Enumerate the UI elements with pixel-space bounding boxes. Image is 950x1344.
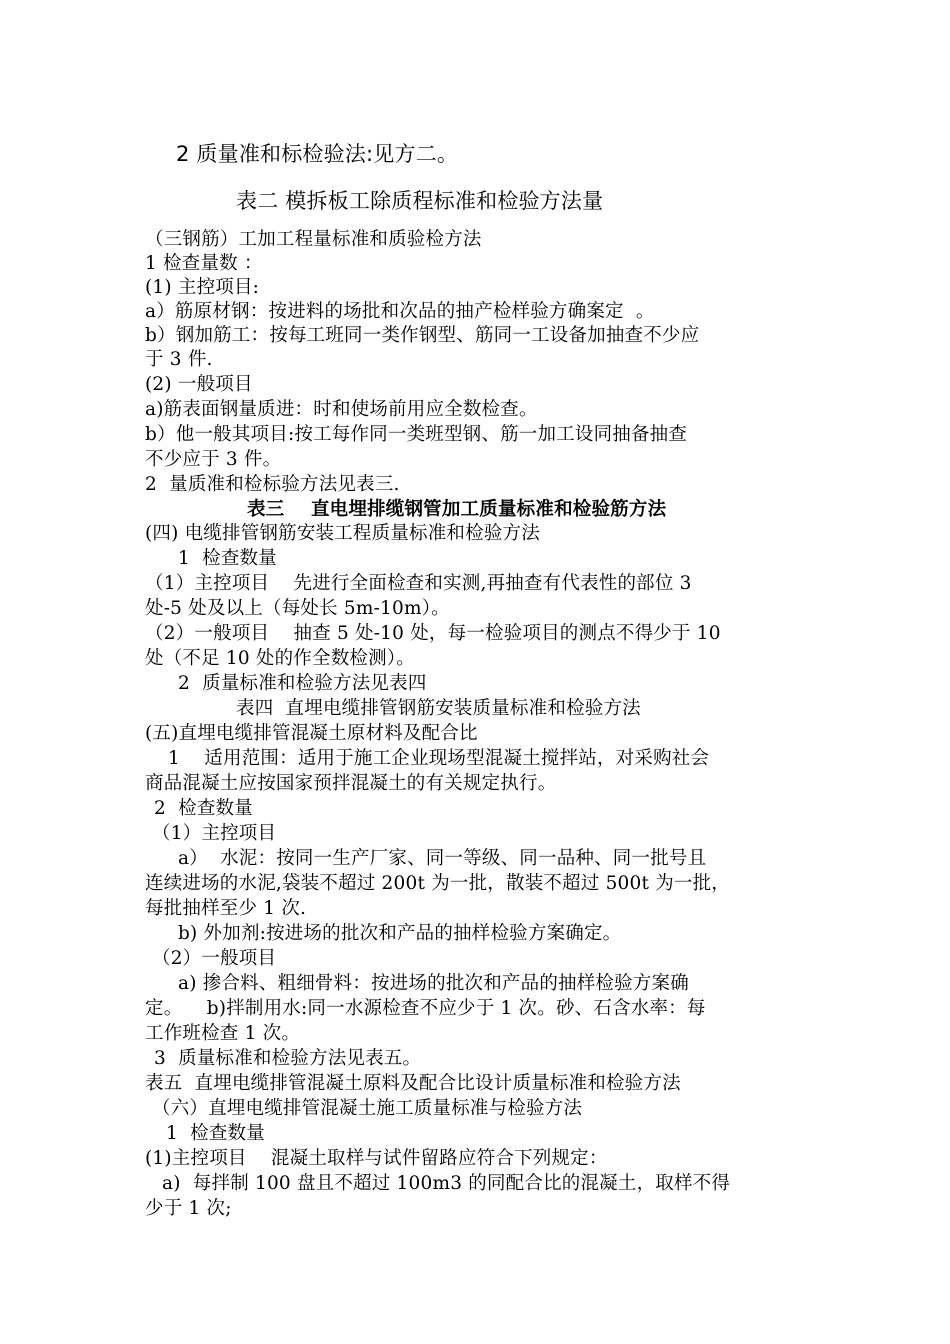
table-caption: 表三 直电埋排缆钢管加工质量标准和检验筋方法 <box>247 499 667 520</box>
paragraph-line: a）筋原材钢：按进料的场批和次品的抽产检样验方确案定 。 <box>145 301 655 322</box>
paragraph-line: 不少应于 3 件。 <box>145 449 282 470</box>
paragraph-line: (1) 主控项目: <box>145 277 260 298</box>
paragraph-line: 处-5 处及以上（每处长 5m-10m）。 <box>145 598 450 619</box>
paragraph-line: 2 量质准和检标验方法见表三. <box>145 474 400 495</box>
paragraph-line: （2）一般项目 抽查 5 处-10 处，每一检验项目的测点不得少于 10 <box>145 623 721 644</box>
paragraph-line: a) 每拌制 100 盘且不超过 100m3 的同配合比的混凝土，取样不得 <box>162 1173 731 1194</box>
paragraph-line: (2) 一般项目 <box>145 374 253 395</box>
paragraph-line: 1 检查量数 ： <box>145 253 263 274</box>
paragraph-line: b) 外加剂:按进场的批次和产品的抽样检验方案确定。 <box>178 923 622 944</box>
paragraph-line: 连续进场的水泥,袋装不超过 200t 为一批，散装不超过 500t 为一批， <box>145 873 730 894</box>
paragraph-line: b）钢加筋工：按每工班同一类作钢型、筋同一工设备加抽查不少应 <box>145 325 700 346</box>
paragraph-line: 1 检查数量 <box>166 1123 265 1144</box>
paragraph-line: 少于 1 次; <box>145 1198 232 1219</box>
paragraph-line: a) 掺合料、粗细骨料：按进场的批次和产品的抽样检验方案确 <box>178 973 689 994</box>
paragraph-line: a） 水泥：按同一生产厂家、同一等级、同一品种、同一批号且 <box>178 848 707 869</box>
paragraph-line: 每批抽样至少 1 次. <box>145 898 307 919</box>
paragraph-line: a)筋表面钢量质进：时和使场前用应全数检查。 <box>145 399 538 420</box>
table-caption: 表二 模拆板工除质程标准和检验方法量 <box>236 189 604 213</box>
paragraph-line: （1）主控项目 先进行全面检查和实测,再抽查有代表性的部位 3 <box>145 573 692 594</box>
section-heading: (四) 电缆排管钢筋安装工程质量标准和检验方法 <box>145 523 540 544</box>
paragraph-line: 1 检查数量 <box>178 548 277 569</box>
section-note: 2 质量准和标检验法:见方二。 <box>176 142 459 166</box>
paragraph-line: b）他一般其项目:按工每作同一类班型钢、筋一加工设同抽备抽查 <box>145 424 688 445</box>
paragraph-line: 处（不足 10 处的作全数检测）。 <box>145 648 415 669</box>
paragraph-line: (1)主控项目 混凝土取样与试件留路应符合下列规定： <box>145 1148 608 1169</box>
paragraph-line: 定。 b)拌制用水:同一水源检查不应少于 1 次。砂、石含水率：每 <box>145 998 706 1019</box>
paragraph-line: 商品混凝土应按国家预拌混凝土的有关规定执行。 <box>145 773 557 794</box>
paragraph-line: （1）主控项目 <box>152 823 277 844</box>
section-heading: （六）直埋电缆排管混凝土施工质量标准与检验方法 <box>152 1098 583 1119</box>
paragraph-line: 工作班检查 1 次。 <box>145 1023 301 1044</box>
table-caption: 表五 直埋电缆排管混凝土原料及配合比设计质量标准和检验方法 <box>145 1073 681 1094</box>
paragraph-line: 3 质量标准和检验方法见表五。 <box>154 1048 422 1069</box>
table-caption: 表四 直埋电缆排管钢筋安装质量标准和检验方法 <box>236 698 641 719</box>
paragraph-line: 1 适用范围：适用于施工企业现场型混凝土搅拌站，对采购社会 <box>168 748 710 769</box>
section-heading: （三钢筋）工加工程量标准和质验检方法 <box>145 229 482 250</box>
paragraph-line: 2 质量标准和检验方法见表四 <box>178 673 427 694</box>
section-heading: (五)直埋电缆排管混凝土原材料及配合比 <box>145 723 478 744</box>
paragraph-line: 2 检查数量 <box>154 798 253 819</box>
paragraph-line: （2）一般项目 <box>152 948 277 969</box>
paragraph-line: 于 3 件. <box>145 349 213 370</box>
